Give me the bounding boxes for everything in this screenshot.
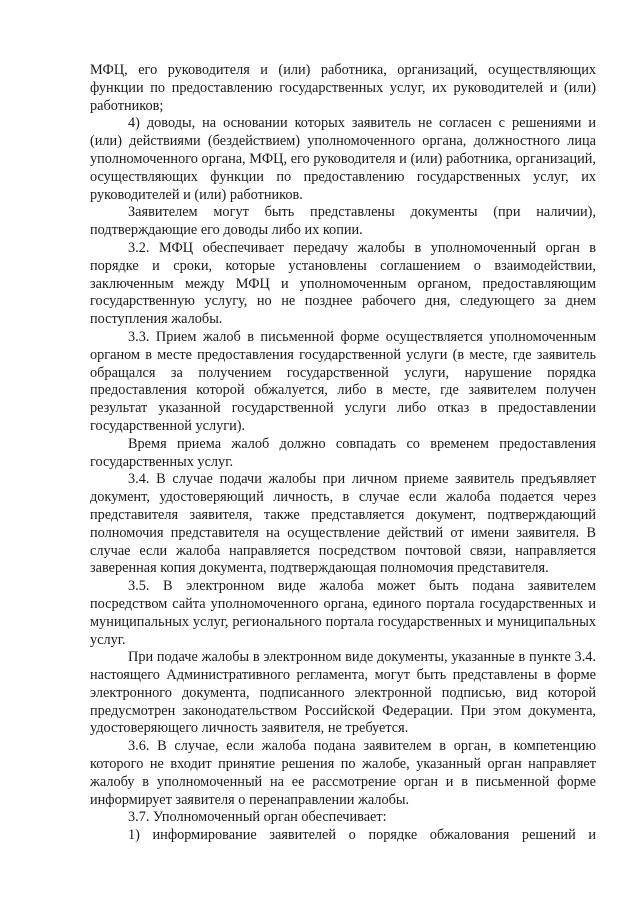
paragraph-4: 3.2. МФЦ обеспечивает передачу жалобы в уполномоченный орган в порядке и сроки, которые установлены соглашением о взаимодействии, заключенным между МФЦ и уполномоченным органом, предоставляющим государственную услугу, но не позднее рабочего дня, следующего за днем поступления жалобы. — [90, 239, 596, 328]
paragraph-12: 1) информирование заявителей о порядке обжалования решений и — [128, 827, 596, 844]
paragraph-2: 4) доводы, на основании которых заявитель не согласен с решениями и (или) действиями (бездействием) уполномоченного органа, должностного лица уполномоченного органа, МФЦ, его руководителя и (или) работника, организаций, осуществляющих функции по предоставлению государственных услуг, их руководителей и (или) работников. — [90, 115, 596, 203]
paragraph-9: При подаче жалобы в электронном виде документы, указанные в пункте 3.4. настоящего Административного регламента, могут быть представлены в форме электронного документа, подписанного электронной подписью, вид которой предусмотрен законодательством Российской Федерации. При этом документа, удостоверяющего личность заявителя, не требуется. — [90, 649, 596, 737]
paragraph-5: 3.3. Прием жалоб в письменной форме осуществляется уполномоченным органом в месте предоставления государственной услуги (в месте, где заявитель обращался за получением государственной услуги, нарушение порядка предоставления которой обжалуется, либо в месте, где заявителем получен результат указанной государственной услуги либо отказ в предоставлении государственной услуги). — [90, 328, 596, 434]
paragraph-1: МФЦ, его руководителя и (или) работника, организаций, осуществляющих функции по предоставлению государственных услуг, их руководителей и (или) работников; — [90, 62, 596, 114]
paragraph-6: Время приема жалоб должно совпадать со временем предоставления государственных услуг. — [90, 435, 596, 470]
paragraph-11: 3.7. Уполномоченный орган обеспечивает: — [128, 809, 387, 826]
document-page — [90, 62, 596, 845]
paragraph-10: 3.6. В случае, если жалоба подана заявителем в орган, в компетенцию которого не входит принятие решения по жалобе, указанный орган направляет жалобу в уполномоченный на ее рассмотрение орган и в письменной форме информирует заявителя о перенаправлении жалобы. — [90, 738, 596, 808]
paragraph-8: 3.5. В электронном виде жалоба может быть подана заявителем посредством сайта уполномоченного органа, единого портала государственных и муниципальных услуг, регионального портала государственных и муниципальных услуг. — [90, 578, 596, 648]
paragraph-7: 3.4. В случае подачи жалобы при личном приеме заявитель предъявляет документ, удостоверяющий личность, в случае если жалоба подается через представителя заявителя, также представляется документ, подтверждающий полномочия представителя на осуществление действий от имени заявителя. В случае если жалоба направляется посредством почтовой связи, направляется заверенная копия документа, подтверждающая полномочия представителя. — [90, 471, 596, 577]
paragraph-3: Заявителем могут быть представлены документы (при наличии), подтверждающие его доводы либо их копии. — [90, 204, 596, 239]
